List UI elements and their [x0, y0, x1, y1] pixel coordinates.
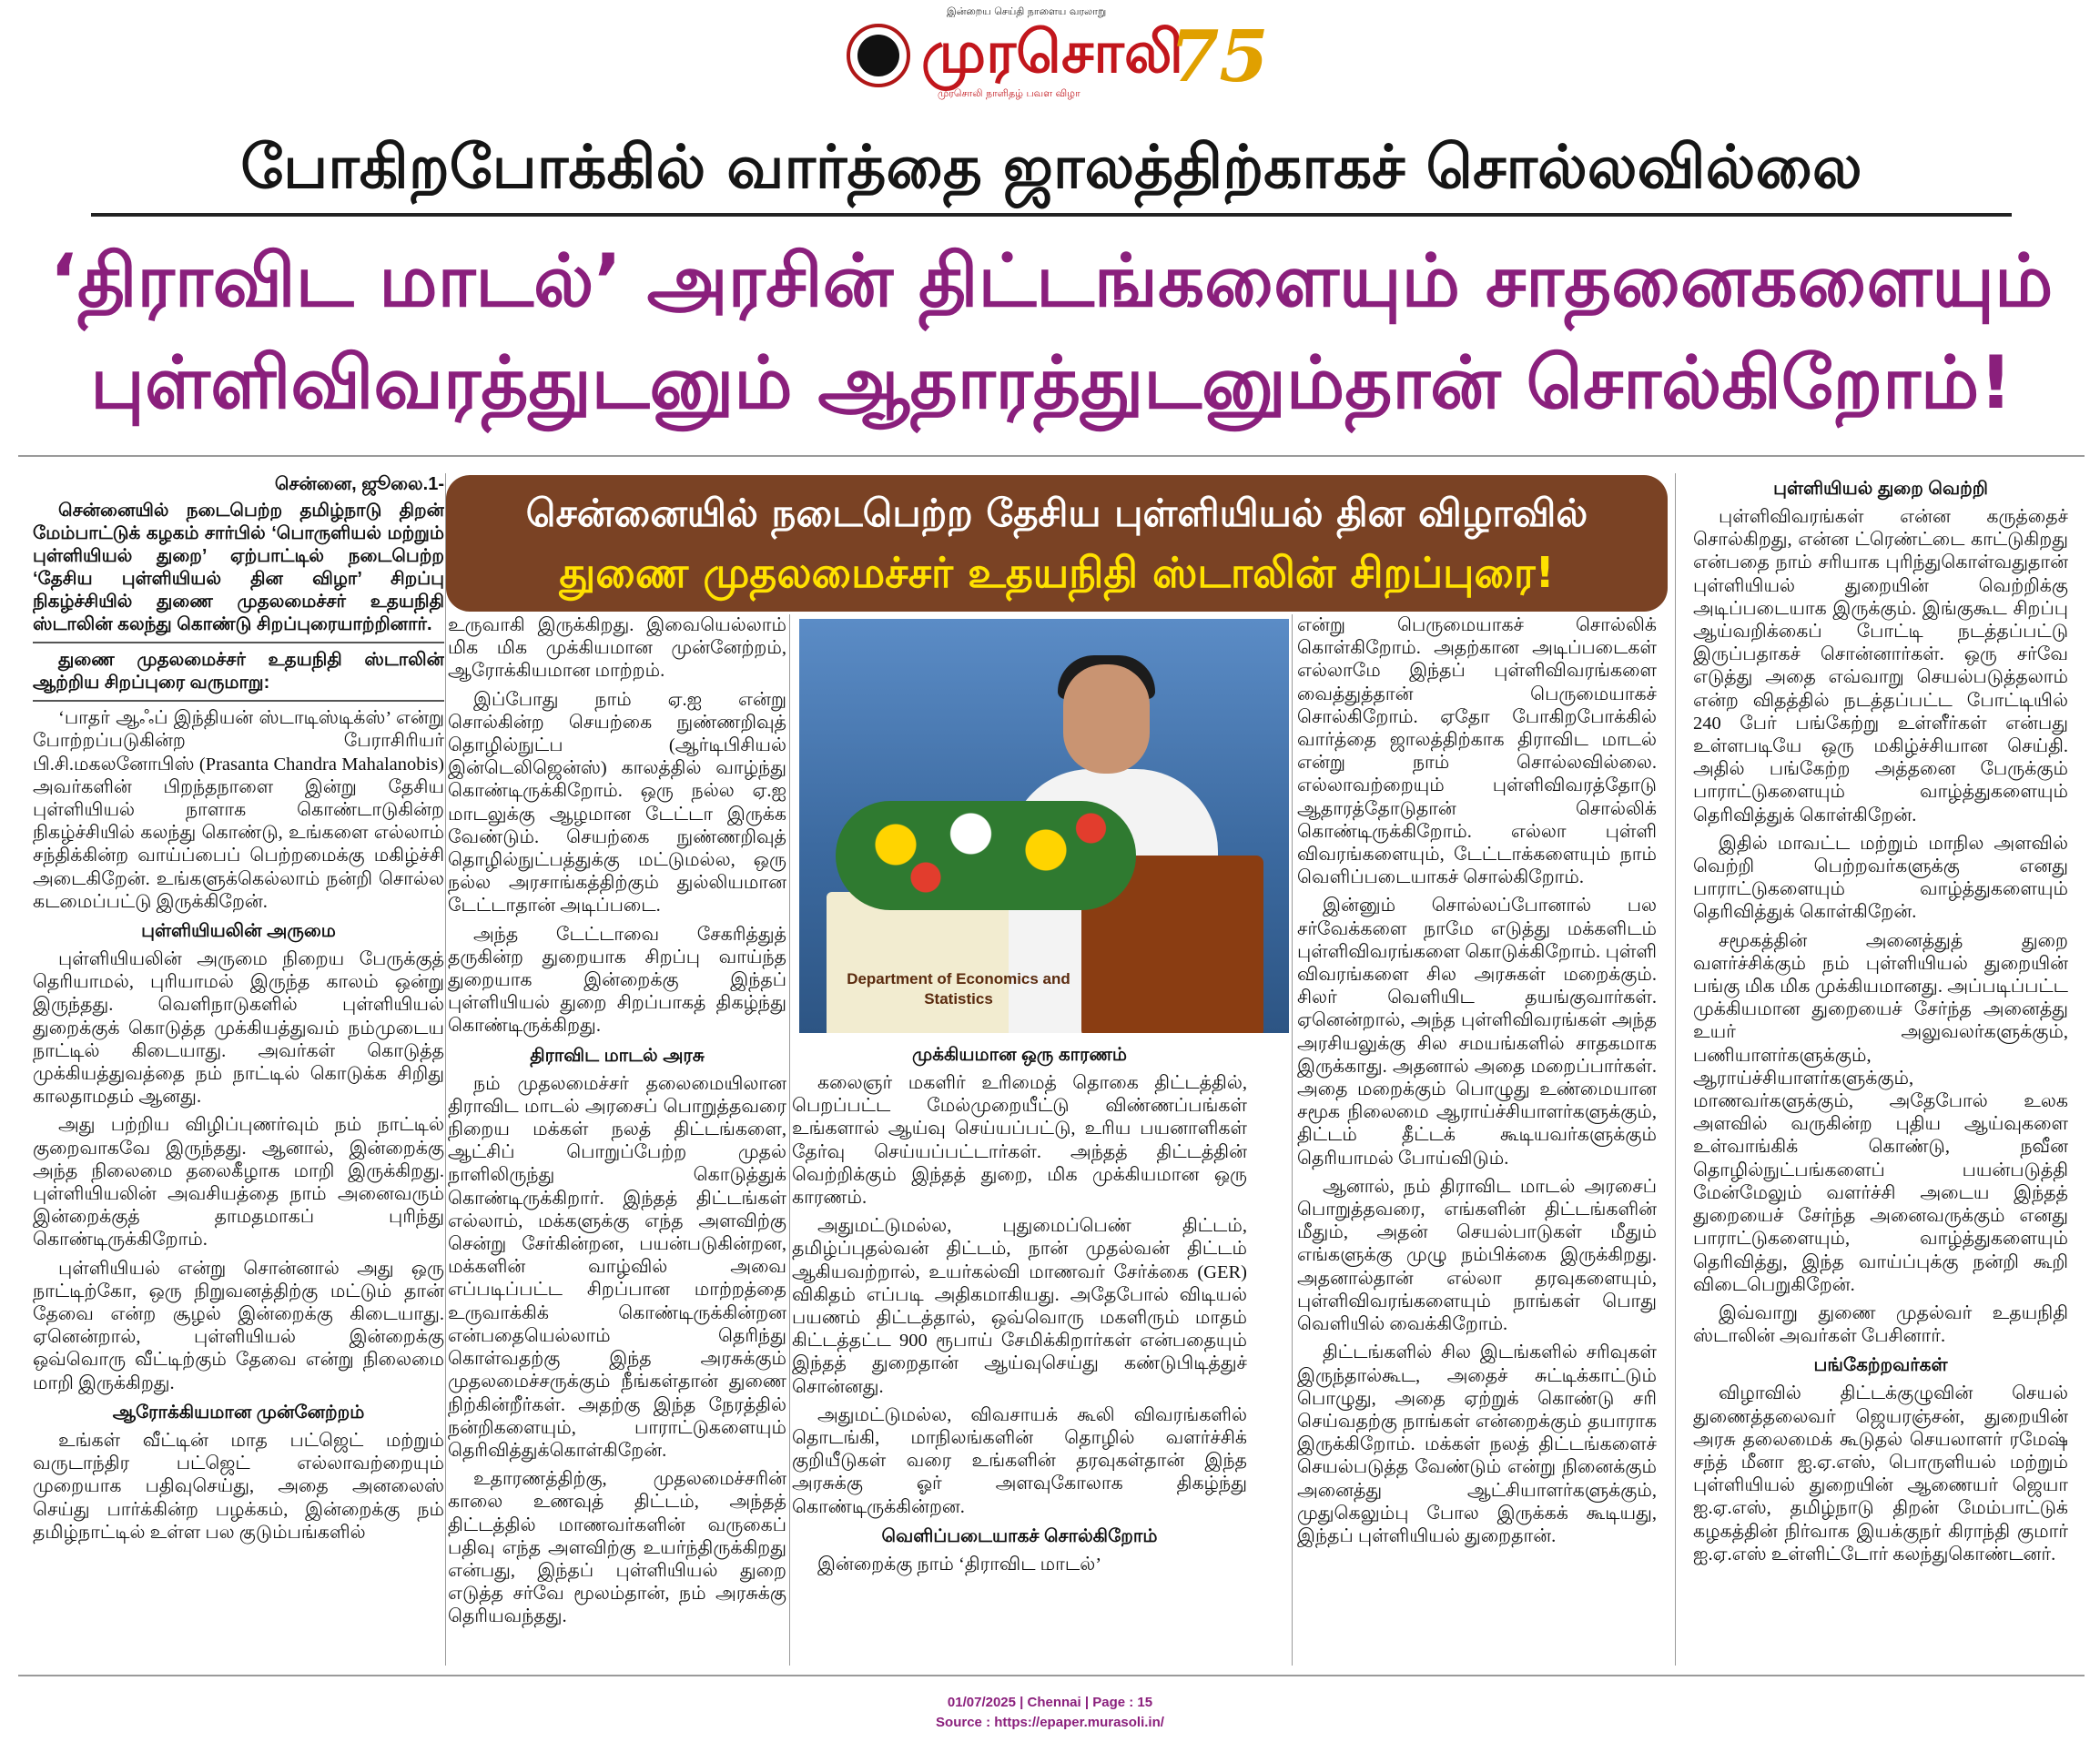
subheading: புள்ளியியலின் அருமை [141, 921, 336, 942]
lead-divider [33, 700, 444, 702]
lead-divider [33, 642, 444, 643]
paragraph: உருவாகி இருக்கிறது. இவையெல்லாம் மிக மிக முக்கியமான முன்னேற்றம், ஆரோக்கியமான மாற்றம். [448, 615, 786, 682]
banner-line2: துணை முதலமைச்சர் உதயநிதி ஸ்டாலின் சிறப்புரை! [559, 548, 1555, 597]
paragraph: இன்றைக்கு நாம் ‘திராவிட மாடல்’ [817, 1554, 1102, 1575]
paragraph: ஆனால், நம் திராவிட மாடல் அரசைப் பொறுத்தவரை, எங்களின் திட்டங்களின் மீதும், அதன் செயல்பாடுகள் மீதும் எங்களுக்கு முழு நம்பிக்கை இருக்கிறது. அதனால்தான் எல்லா தரவுகளையும், புள்ளிவிவரங்களையும் நாங்கள் பொது வெளியில் வைக்கிறோம். [1297, 1176, 1657, 1335]
paragraph: உங்கள் வீட்டின் மாத பட்ஜெட் மற்றும் வருடாந்திர பட்ஜெட் எல்லாவற்றையும் முறையாக பதிவுசெய்து, அதை அனலைஸ் செய்து பார்க்கின்ற பழக்கம், இன்றைக்கு நம் தமிழ்நாட்டில் உள்ள பல குடும்பங்களில் [33, 1430, 444, 1543]
paragraph: திட்டங்களில் சில இடங்களில் சரிவுகள் இருந்தால்கூட, அதைச் சுட்டிக்காட்டும் பொழுது, அதை ஏற்றுக் கொண்டு சரி செய்வதற்கு நாங்கள் என்றைக்கும் தயாராக இருக்கிறோம். மக்கள் நலத் திட்டங்களைச் செயல்படுத்த வேண்டும் என்று நினைக்கும் அனைத்து ஆட்சியாளர்களுக்கும், முதுகெலும்பு போல இருக்கக் கூடியது, இந்தப் புள்ளியியல் துறைதான். [1297, 1342, 1657, 1546]
paragraph: கலைஞர் மகளிர் உரிமைத் தொகை திட்டத்தில், பெறப்பட்ட மேல்முறையீட்டு விண்ணப்பங்கள் உங்களால் ஆய்வு செய்யப்பட்டு, உரிய பயனாளிகள் தேர்வு செய்யப்பட்டார்கள். அந்தத் திட்டத்தின் வெற்றிக்கும் இந்தத் துறை, மிக முக்கியமான ஒரு காரணம். [792, 1073, 1247, 1209]
column-divider [789, 614, 790, 1666]
photo-sign-text: Department of Economics and Statistics [847, 970, 1070, 1008]
party-emblem-icon [847, 24, 910, 87]
paragraph: என்று பெருமையாகச் சொல்லிக் கொள்கிறோம். அதற்கான அடிப்படைகள் எல்லாமே இந்தப் புள்ளிவிவரங்களை வைத்துத்தான் பெருமையாகச் சொல்கிறோம். ஏதோ போகிறபோக்கில் வார்த்தை ஜாலத்திற்காக திராவிட மாடல் என்று நாம் சொல்லவில்லை. எல்லாவற்றையும் புள்ளிவிவரத்தோடு ஆதாரத்தோடுதான் சொல்லிக் கொண்டிருக்கிறோம். எல்லா புள்ளி விவரங்களையும், டேட்டாக்களையும் நாம் வெளிப்படையாகச் சொல்கிறோம். [1297, 615, 1657, 888]
paragraph: அதுமட்டுமல்ல, புதுமைப்பெண் திட்டம், தமிழ்ப்புதல்வன் திட்டம், நான் முதல்வன் திட்டம் ஆகியவற்றால், உயர்கல்வி மாணவர் சேர்க்கை (GER) விகிதம் எப்படி அதிகமாகியது. அதேபோல் விடியல் பயணம் திட்டத்தால், ஒவ்வொரு மகளிரும் மாதம் கிட்டத்தட்ட 900 ரூபாய் சேமிக்கிறார்கள் என்பதையும் இந்தத் துறைதான் ஆய்வுசெய்து கண்டுபிடித்துச் சொன்னது. [792, 1216, 1247, 1397]
article-column-5 [1693, 473, 2068, 1664]
main-headline-line2: புள்ளிவிவரத்துடனும் ஆதாரத்துடனும்தான் சொல்கிறோம்! [90, 340, 2013, 425]
subheading: புள்ளியியல் துறை வெற்றி [1773, 479, 1988, 499]
paragraph: இப்போது நாம் ஏ.ஐ என்று சொல்கின்ற செயற்கை நுண்ணறிவுத் தொழில்நுட்ப (ஆர்டிபிசியல் இன்டெலிஜென்ஸ்) காலத்தில் வாழ்ந்து கொண்டிருக்கிறோம். ஒரு நல்ல ஏ.ஐ மாடலுக்கு ஆழமான டேட்டா இருக்க வேண்டும். செயற்கை நுண்ணறிவுத் தொழில்நுட்பத்துக்கு மட்டுமல்ல, ஒரு நல்ல அரசாங்கத்திற்கும் துல்லியமான டேட்டாதான் அடிப்படை. [448, 689, 786, 917]
paragraph: சமூகத்தின் அனைத்துத் துறை வளர்ச்சிக்கும் நம் புள்ளியியல் துறையின் பங்கு மிக மிக முக்கியமானது. அப்படிப்பட்ட முக்கியமான துறையைச் சேர்ந்த அனைத்து உயர் அலுவலர்களுக்கும், பணியாளர்களுக்கும், ஆராய்ச்சியாளர்களுக்கும், மாணவர்களுக்கும், அதேபோல் உலக அளவில் வருகின்ற புதிய ஆய்வுகளை உள்வாங்கிக் கொண்டு, நவீன தொழில்நுட்பங்களைப் பயன்படுத்தி மேன்மேலும் வளர்ச்சி அடைய இந்தத் துறையைச் சேர்ந்த அனைவருக்கும் எனது பாராட்டுகளையும், வாழ்த்துகளையும் தெரிவித்து, இந்த வாய்ப்புக்கு நன்றி கூறி விடைபெறுகிறேன். [1693, 930, 2068, 1295]
subheading: வெளிப்படையாகச் சொல்கிறோம் [881, 1525, 1158, 1546]
paragraph: புள்ளியியல் என்று சொன்னால் அது ஒரு நாட்டிற்கோ, ஒரு நிறுவனத்திற்கு மட்டும் தான் தேவை என்ற சூழல் இன்றைக்கு கிடையாது. ஏனென்றால், புள்ளியியல் இன்றைக்கு ஒவ்வொரு வீட்டிற்கும் தேவை என்று நிலைமை மாறி இருக்கிறது. [33, 1258, 444, 1393]
paragraph: நம் முதலமைச்சர் தலைமையிலான திராவிட மாடல் அரசைப் பொறுத்தவரை நிறைய மக்கள் நலத் திட்டங்களை, ஆட்சிப் பொறுப்பேற்ற முதல் நாளிலிருந்து கொடுத்துக் கொண்டிருக்கிறார். இந்தத் திட்டங்கள் எல்லாம், மக்களுக்கு எந்த அளவிற்கு சென்று சேர்கின்றன, பயன்படுகின்றன, மக்களின் வாழ்வில் அவை எப்படிப்பட்ட சிறப்பான மாற்றத்தை உருவாக்கிக் கொண்டிருக்கின்றன என்பதையெல்லாம் தெரிந்து கொள்வதற்கு இந்த அரசுக்கும் முதலமைச்சருக்கும் நீங்கள்தான் துணை நிற்கின்றீர்கள். அதற்கு இந்த நேரத்தில் நன்றிகளையும், பாராட்டுகளையும் தெரிவித்துக்கொள்கிறேன். [448, 1073, 786, 1461]
masthead-tagline: இன்றைய செய்தி நாளைய வரலாறு [947, 5, 1107, 17]
anniversary-badge: 75 [1170, 15, 1269, 98]
subheadline-banner [446, 475, 1668, 612]
paragraph: உதாரணத்திற்கு, முதலமைச்சரின் காலை உணவுத் திட்டம், அந்தத் திட்டத்தில் மாணவர்களின் வருகைப் பதிவு எந்த அளவிற்கு உயர்ந்திருக்கிறது என்பது, இந்தப் புள்ளியியல் துறை எடுத்த சர்வே மூலம்தான், நம் அரசுக்கு தெரியவந்தது. [448, 1469, 786, 1627]
newspaper-logo: முரசொலி [921, 18, 1183, 86]
article-lead: சென்னையில் நடைபெற்ற தமிழ்நாடு திறன் மேம்பாட்டுக் கழகம் சார்பில் ‘பொருளியல் மற்றும் புள்ளியியல் துறை’ ஏற்பாட்டில் நடைபெற்ற ‘தேசிய புள்ளியியல் தின விழா’ சிறப்பு நிகழ்ச்சியில் துணை முதலமைச்சர் உதயநிதி ஸ்டாலின் கலந்து கொண்டு சிறப்புரையாற்றினார். [33, 501, 444, 635]
footer-source-link[interactable]: Source : https://epaper.murasoli.in/ [936, 1715, 1164, 1730]
footer-edition-info: 01/07/2025 | Chennai | Page : 15 [947, 1695, 1153, 1710]
paragraph: அது பற்றிய விழிப்புணர்வும் நம் நாட்டில் குறைவாகவே இருந்தது. ஆனால், இன்றைக்கு அந்த நிலைமை தலைகீழாக மாறி இருக்கிறது. புள்ளியியலின் அவசியத்தை நாம் அனைவரும் இன்றைக்குத் தாமதமாகப் புரிந்து கொண்டிருக்கிறோம். [33, 1115, 444, 1251]
paragraph: விழாவில் திட்டக்குழுவின் செயல் துணைத்தலைவர் ஜெயரஞ்சன், துறையின் அரசு தலைமைக் கூடுதல் செயலாளர் ரமேஷ் சந்த் மீனா ஐ.ஏ.எஸ், பொருளியல் மற்றும் புள்ளியியல் துறையின் ஆணையர் ஜெயா ஐ.ஏ.எஸ், தமிழ்நாடு திறன் மேம்பாட்டுக் கழகத்தின் நிர்வாக இயக்குநர் கிராந்தி குமார் ஐ.ஏ.எஸ் உள்ளிட்டோர் கலந்துகொண்டனர். [1693, 1383, 2068, 1565]
paragraph: அந்த டேட்டாவை சேகரித்துத் தருகின்ற துறையாக சிறப்பு வாய்ந்த துறையாக இன்றைக்கு இந்தப் புள்ளியியல் துறை சிறப்பாகத் திகழ்ந்து கொண்டிருக்கிறது. [448, 924, 786, 1037]
banner-line1: சென்னையில் நடைபெற்ற தேசிய புள்ளியியல் தின விழாவில் [525, 491, 1588, 535]
article-column-4 [1297, 614, 1657, 1661]
subheading: முக்கியமான ஒரு காரணம் [912, 1045, 1127, 1065]
subheading: திராவிட மாடல் அரசு [530, 1045, 705, 1066]
paragraph: இன்னும் சொல்லப்போனால் பல சர்வேக்களை நாமே எடுத்து மக்களிடம் புள்ளிவிவரங்களை கொடுக்கிறோம். புள்ளி விவரங்களை சில அரசுகள் மறைக்கும். சிலர் வெளியிட தயங்குவார்கள். ஏனென்றால், அந்த புள்ளிவிவரங்கள் அந்த அரசியலுக்கு சில சமயங்களில் சாதகமாக இருக்காது. அதனால் அதை மறைப்பார்கள். அதை மறைக்கும் பொழுது உண்மையான சமூக நிலைமை ஆராய்ச்சியாளர்களுக்கும், திட்டம் தீட்டக் கூடியவர்களுக்கும் தெரியாமல் போய்விடும். [1297, 896, 1657, 1169]
bottom-divider [18, 1675, 2085, 1676]
subheading: பங்கேற்றவர்கள் [1813, 1355, 1948, 1376]
article-column-3 [792, 1039, 1247, 1667]
masthead [847, 7, 1274, 107]
paragraph: புள்ளிவிவரங்கள் என்ன கருத்தைச் சொல்கிறது, என்ன ட்ரெண்ட்டை காட்டுகிறது என்பதை நாம் சரியாக புரிந்துகொள்வதுதான் புள்ளியியல் துறையின் வெற்றிக்கு அடிப்படையாக இருக்கும். இங்குகூட சிறப்பு ஆய்வறிக்கைப் போட்டி நடத்தப்பட்டு இருப்பதாகச் சொன்னார்கள். ஒரு சர்வே எடுத்து அதை எவ்வாறு செயல்படுத்தலாம் என்ற விதத்தில் நடத்தப்பட்ட போட்டியில் 240 பேர் பங்கேற்று உள்ளீர்கள் என்பது உள்ளபடியே ஒரு மகிழ்ச்சியான செய்தி. அதில் பங்கேற்ற அத்தனை பேருக்கும் பாராட்டுகளையும் வாழ்த்துகளையும் தெரிவித்துக் கொள்கிறேன். [1693, 507, 2068, 825]
paragraph: புள்ளியியலின் அருமை நிறைய பேருக்குத் தெரியாமல், புரியாமல் இருந்த காலம் ஒன்று இருந்தது. வெளிநாடுகளில் புள்ளியியல் துறைக்குக் கொடுத்த முக்கியத்துவம் நம்முடைய நாட்டில் கிடையாது. அவர்கள் கொடுத்த முக்கியத்துவத்தை நம் நாட்டில் கொடுக்க சிறிது காலதாமதம் ஆனது. [33, 949, 444, 1108]
masthead-subtitle: முரசொலி நாளிதழ் பவள விழா [938, 87, 1080, 99]
article-lead-2: துணை முதலமைச்சர் உதயநிதி ஸ்டாலின் ஆற்றிய சிறப்புரை வருமாறு: [33, 650, 444, 694]
kicker-divider [91, 213, 2012, 217]
column-divider [1675, 473, 1676, 1666]
paragraph: அதுமட்டுமல்ல, விவசாயக் கூலி விவரங்களில் தொடங்கி, மாநிலங்களின் தொழில் வளர்ச்சிக் குறியீடுகள் வரை உங்களின் தரவுகள்தான் இந்த அரசுக்கு ஓர் அளவுகோலாக திகழ்ந்து கொண்டிருக்கின்றன. [792, 1404, 1247, 1517]
dateline: சென்னை, ஜூலை.1- [274, 474, 444, 494]
main-headline-line1: ‘திராவிட மாடல்’ அரசின் திட்டங்களையும் சாதனைகளையும் [49, 238, 2054, 323]
event-photo [799, 619, 1289, 1033]
column-divider [445, 473, 446, 1666]
paragraph: இதில் மாவட்ட மற்றும் மாநில அளவில் வெற்றி பெற்றவர்களுக்கு எனது பாராட்டுகளையும் வாழ்த்துகளையும் தெரிவித்துக் கொள்கிறேன். [1693, 833, 2068, 923]
top-divider [18, 455, 2085, 457]
kicker-headline: போகிறபோக்கில் வார்த்தை ஜாலத்திற்காகச் சொல்லவில்லை [240, 132, 1862, 202]
column-divider [1292, 614, 1293, 1666]
paragraph: இவ்வாறு துணை முதல்வர் உதயநிதி ஸ்டாலின் அவர்கள் பேசினார். [1693, 1302, 2068, 1347]
article-column-1 [33, 473, 444, 1664]
paragraph: ‘பாதர் ஆஃப் இந்தியன் ஸ்டாடிஸ்டிக்ஸ்’ என்று போற்றப்படுகின்ற பேராசிரியர் பி.சி.மகலனோபிஸ் (Prasanta Chandra Mahalanobis) அவர்களின் பிறந்தநாளை இன்று தேசிய புள்ளியியல் நாளாக கொண்டாடுகின்ற நிகழ்ச்சியில் கலந்து கொண்டு, உங்களை எல்லாம் சந்திக்கின்ற வாய்ப்பைப் பெற்றமைக்கு மகிழ்ச்சி அடைகிறேன். உங்களுக்கெல்லாம் நன்றி சொல்ல கடமைப்பட்டு இருக்கிறேன். [33, 708, 444, 912]
article-column-2 [448, 614, 786, 1661]
subheading: ஆரோக்கியமான முன்னேற்றம் [112, 1402, 365, 1423]
